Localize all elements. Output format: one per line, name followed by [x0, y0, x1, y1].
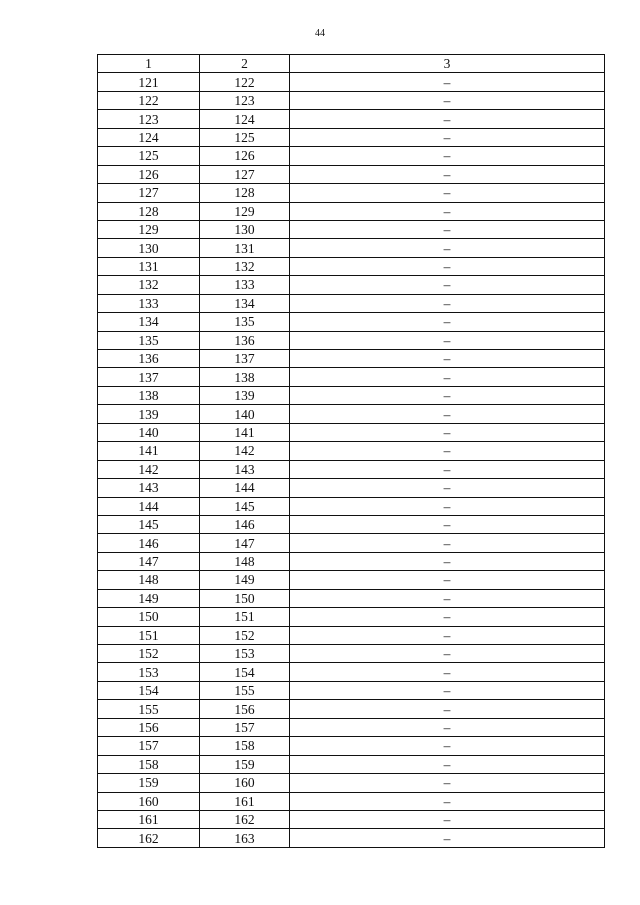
table-row	[98, 645, 605, 663]
table-cell-col-3: –	[290, 128, 605, 146]
table-cell-col-3: –	[290, 497, 605, 515]
table-cell-col-3: –	[290, 184, 605, 202]
table-cell-col-2: 145	[200, 497, 290, 515]
table-cell-col-3: –	[290, 423, 605, 441]
table-cell-col-2: 154	[200, 663, 290, 681]
table-cell-col-1: 154	[98, 681, 200, 699]
table-cell-col-3: –	[290, 552, 605, 570]
table-cell-col-3: –	[290, 239, 605, 257]
table-cell-col-1: 157	[98, 737, 200, 755]
table-cell-col-1: 142	[98, 460, 200, 478]
table-cell-col-2: 149	[200, 571, 290, 589]
table-cell-col-2: 148	[200, 552, 290, 570]
table-cell-col-2: 134	[200, 294, 290, 312]
table-cell-col-2: 156	[200, 700, 290, 718]
column-header-3: 3	[290, 55, 605, 73]
table-cell-col-1: 139	[98, 405, 200, 423]
table-cell-col-2: 163	[200, 829, 290, 847]
table-cell-col-1: 158	[98, 755, 200, 773]
table-cell-col-2: 143	[200, 460, 290, 478]
table-row	[98, 257, 605, 275]
table-cell-col-2: 127	[200, 165, 290, 183]
table-cell-col-1: 126	[98, 165, 200, 183]
table-cell-col-1: 144	[98, 497, 200, 515]
table-cell-col-1: 147	[98, 552, 200, 570]
table-cell-col-1: 133	[98, 294, 200, 312]
table-cell-col-3: –	[290, 681, 605, 699]
table-cell-col-3: –	[290, 350, 605, 368]
table-cell-col-2: 138	[200, 368, 290, 386]
table-row	[98, 313, 605, 331]
table-cell-col-3: –	[290, 202, 605, 220]
table-cell-col-1: 159	[98, 774, 200, 792]
table-cell-col-3: –	[290, 645, 605, 663]
table-cell-col-1: 146	[98, 534, 200, 552]
table-cell-col-2: 161	[200, 792, 290, 810]
table-row	[98, 774, 605, 792]
table-cell-col-2: 133	[200, 276, 290, 294]
table-row	[98, 589, 605, 607]
table-cell-col-2: 125	[200, 128, 290, 146]
table-cell-col-2: 153	[200, 645, 290, 663]
table-cell-col-1: 153	[98, 663, 200, 681]
table-cell-col-3: –	[290, 220, 605, 238]
table-cell-col-1: 123	[98, 110, 200, 128]
table-row	[98, 571, 605, 589]
table-cell-col-1: 160	[98, 792, 200, 810]
table-cell-col-3: –	[290, 442, 605, 460]
table-cell-col-2: 146	[200, 515, 290, 533]
table-cell-col-3: –	[290, 810, 605, 828]
table-cell-col-2: 139	[200, 386, 290, 404]
table-cell-col-1: 143	[98, 479, 200, 497]
table-cell-col-2: 131	[200, 239, 290, 257]
table-row	[98, 718, 605, 736]
table-row	[98, 700, 605, 718]
table-cell-col-3: –	[290, 405, 605, 423]
table-cell-col-1: 151	[98, 626, 200, 644]
table-cell-col-1: 152	[98, 645, 200, 663]
table-cell-col-1: 129	[98, 220, 200, 238]
table-cell-col-3: –	[290, 515, 605, 533]
table-cell-col-2: 130	[200, 220, 290, 238]
table-cell-col-2: 126	[200, 147, 290, 165]
table-cell-col-1: 145	[98, 515, 200, 533]
table-cell-col-1: 136	[98, 350, 200, 368]
table-cell-col-1: 148	[98, 571, 200, 589]
table-cell-col-3: –	[290, 368, 605, 386]
table-cell-col-1: 127	[98, 184, 200, 202]
table-row	[98, 810, 605, 828]
table-cell-col-3: –	[290, 534, 605, 552]
table-row	[98, 792, 605, 810]
table-cell-col-3: –	[290, 331, 605, 349]
table-cell-col-3: –	[290, 313, 605, 331]
column-header-1: 1	[98, 55, 200, 73]
table-cell-col-2: 142	[200, 442, 290, 460]
table-cell-col-1: 156	[98, 718, 200, 736]
table-cell-col-1: 130	[98, 239, 200, 257]
table-cell-col-3: –	[290, 294, 605, 312]
table-cell-col-3: –	[290, 110, 605, 128]
table-cell-col-1: 124	[98, 128, 200, 146]
table-row	[98, 239, 605, 257]
table-cell-col-2: 147	[200, 534, 290, 552]
table-cell-col-1: 141	[98, 442, 200, 460]
table-row	[98, 663, 605, 681]
table-cell-col-3: –	[290, 829, 605, 847]
table-cell-col-2: 155	[200, 681, 290, 699]
table-cell-col-1: 121	[98, 73, 200, 91]
table-cell-col-2: 151	[200, 608, 290, 626]
table-row	[98, 386, 605, 404]
table-cell-col-2: 144	[200, 479, 290, 497]
table-cell-col-2: 123	[200, 91, 290, 109]
table-row	[98, 552, 605, 570]
table-body	[98, 73, 605, 847]
table-row	[98, 294, 605, 312]
table-row	[98, 202, 605, 220]
table-cell-col-1: 138	[98, 386, 200, 404]
table-row	[98, 497, 605, 515]
table-cell-col-1: 149	[98, 589, 200, 607]
table-row	[98, 165, 605, 183]
table-cell-col-3: –	[290, 755, 605, 773]
table-cell-col-3: –	[290, 700, 605, 718]
column-header-2: 2	[200, 55, 290, 73]
table-cell-col-3: –	[290, 737, 605, 755]
table-cell-col-2: 140	[200, 405, 290, 423]
table-row	[98, 147, 605, 165]
table-cell-col-3: –	[290, 608, 605, 626]
table-cell-col-1: 135	[98, 331, 200, 349]
table-row	[98, 442, 605, 460]
table-row	[98, 91, 605, 109]
table-cell-col-3: –	[290, 257, 605, 275]
table-row	[98, 626, 605, 644]
table-cell-col-2: 158	[200, 737, 290, 755]
table-cell-col-2: 157	[200, 718, 290, 736]
table-cell-col-1: 128	[98, 202, 200, 220]
table-cell-col-3: –	[290, 165, 605, 183]
table-row	[98, 737, 605, 755]
table-cell-col-1: 125	[98, 147, 200, 165]
table-cell-col-3: –	[290, 663, 605, 681]
table-row	[98, 681, 605, 699]
table-cell-col-1: 137	[98, 368, 200, 386]
table-cell-col-2: 128	[200, 184, 290, 202]
table-row	[98, 350, 605, 368]
table-row	[98, 829, 605, 847]
table-cell-col-3: –	[290, 386, 605, 404]
table-cell-col-1: 131	[98, 257, 200, 275]
table-row	[98, 110, 605, 128]
table-row	[98, 331, 605, 349]
page-number: 44	[315, 28, 325, 39]
table-cell-col-2: 160	[200, 774, 290, 792]
table-cell-col-2: 129	[200, 202, 290, 220]
table-cell-col-2: 152	[200, 626, 290, 644]
table-cell-col-3: –	[290, 571, 605, 589]
table-cell-col-2: 150	[200, 589, 290, 607]
table-cell-col-3: –	[290, 276, 605, 294]
table-cell-col-2: 162	[200, 810, 290, 828]
table-cell-col-3: –	[290, 91, 605, 109]
table-row	[98, 128, 605, 146]
table-row	[98, 405, 605, 423]
table-cell-col-1: 122	[98, 91, 200, 109]
table-cell-col-1: 155	[98, 700, 200, 718]
table-row	[98, 423, 605, 441]
table-cell-col-3: –	[290, 792, 605, 810]
table-row	[98, 184, 605, 202]
table-cell-col-3: –	[290, 718, 605, 736]
table-cell-col-2: 136	[200, 331, 290, 349]
table-cell-col-3: –	[290, 626, 605, 644]
table-cell-col-1: 161	[98, 810, 200, 828]
table-cell-col-1: 150	[98, 608, 200, 626]
table-cell-col-1: 132	[98, 276, 200, 294]
table-row	[98, 460, 605, 478]
table-row	[98, 534, 605, 552]
data-table	[97, 54, 605, 848]
table-cell-col-2: 159	[200, 755, 290, 773]
table-row	[98, 608, 605, 626]
table-cell-col-2: 122	[200, 73, 290, 91]
table-header-row	[98, 55, 605, 73]
table-cell-col-2: 141	[200, 423, 290, 441]
table-cell-col-1: 134	[98, 313, 200, 331]
table-cell-col-2: 135	[200, 313, 290, 331]
table-cell-col-3: –	[290, 460, 605, 478]
table-cell-col-2: 137	[200, 350, 290, 368]
table-cell-col-3: –	[290, 147, 605, 165]
table-cell-col-2: 132	[200, 257, 290, 275]
table-row	[98, 276, 605, 294]
table-cell-col-3: –	[290, 589, 605, 607]
table-cell-col-3: –	[290, 479, 605, 497]
table-cell-col-1: 162	[98, 829, 200, 847]
table-cell-col-3: –	[290, 774, 605, 792]
table-row	[98, 220, 605, 238]
table-cell-col-2: 124	[200, 110, 290, 128]
table-row	[98, 368, 605, 386]
table-row	[98, 755, 605, 773]
table-cell-col-1: 140	[98, 423, 200, 441]
table-row	[98, 515, 605, 533]
table-cell-col-3: –	[290, 73, 605, 91]
table-row	[98, 479, 605, 497]
table-row	[98, 73, 605, 91]
